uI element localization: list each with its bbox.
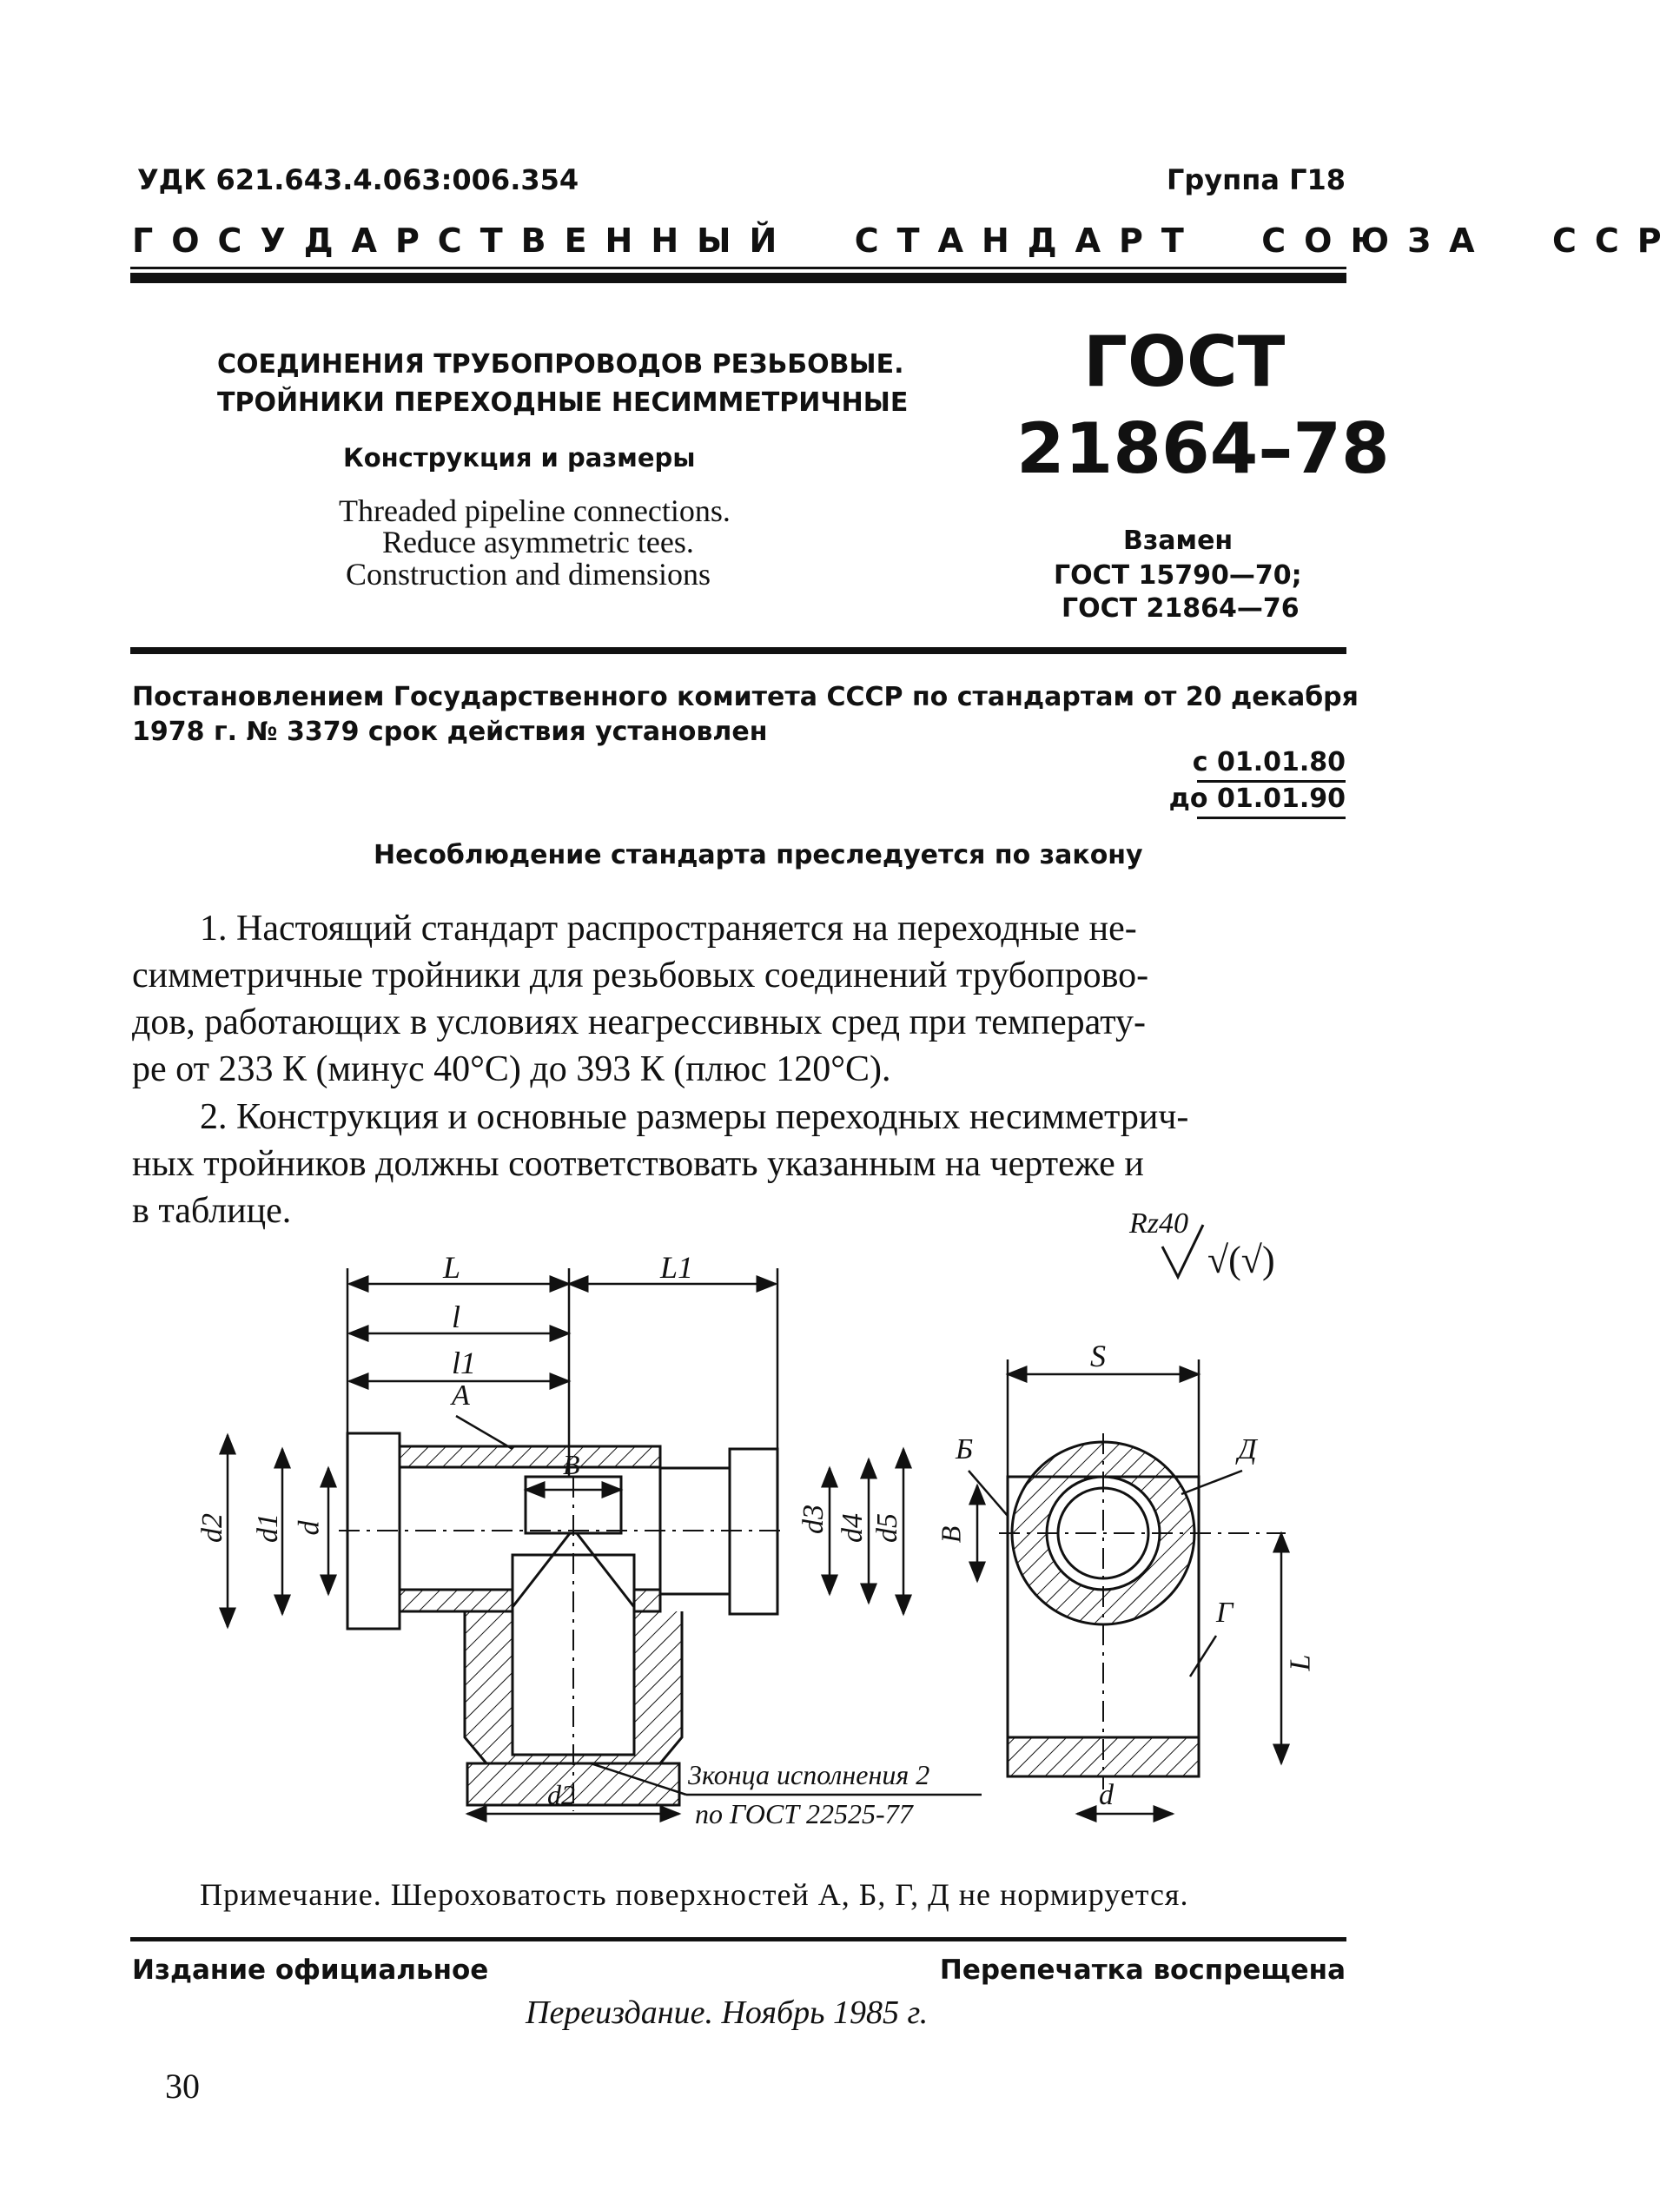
label-L-side: L (1284, 1654, 1317, 1671)
title-en-line1: Threaded pipeline connections. (339, 493, 731, 528)
group-code: Группа Г18 (1166, 163, 1346, 196)
label-B-side: В (935, 1525, 967, 1544)
leader-Д (1181, 1471, 1242, 1494)
reissue-date: Переиздание. Ноябрь 1985 г. (526, 1994, 929, 2031)
validity-to: до 01.01.90 (1168, 784, 1346, 814)
run-wall-top (400, 1446, 660, 1467)
label-roughness: Rz40 (1129, 1207, 1188, 1240)
title-en-line3: Construction and dimensions (346, 557, 711, 592)
decree-line2: 1978 г. № 3379 срок действия установлен (132, 717, 768, 747)
gost-label: ГОСТ (1083, 321, 1286, 402)
paragraph-1-line4: ре от 233 К (минус 40°С) до 393 К (плюс 120°С). (132, 1049, 891, 1089)
label-d1: d1 (252, 1513, 284, 1543)
label-L: L (443, 1250, 461, 1285)
label-L1: L1 (660, 1250, 694, 1285)
gost-number: 21864–78 (1016, 408, 1390, 489)
paragraph-1-line1: 1. Настоящий стандарт распространяется на переходные не- (200, 909, 1137, 949)
label-d-side: d (1099, 1779, 1114, 1811)
label-d2: d2 (196, 1513, 228, 1543)
title-en-line2: Reduce asymmetric tees. (382, 525, 694, 559)
paragraph-1-line3: дов, работающих в условиях неагрессивных сред при температу- (132, 1002, 1146, 1042)
replaces-gost-2: ГОСТ 21864—76 (1062, 593, 1300, 624)
label-roughness-symbol: √(√) (1207, 1239, 1275, 1281)
label-S: S (1090, 1339, 1106, 1373)
title-ru-line1: СОЕДИНЕНИЯ ТРУБОПРОВОДОВ РЕЗЬБОВЫЕ. (217, 349, 904, 380)
reprint-prohibited: Перепечатка воспрещена (939, 1955, 1346, 1986)
label-Г: Г (1216, 1597, 1234, 1629)
label-note-line2: по ГОСТ 22525-77 (695, 1798, 913, 1829)
label-d4: d4 (837, 1513, 869, 1543)
label-d: d (293, 1520, 326, 1536)
law-notice: Несоблюдение стандарта преследуется по закону (374, 840, 1143, 870)
replaces-label: Взамен (1123, 526, 1234, 556)
label-l: l (452, 1300, 461, 1334)
label-A: А (452, 1379, 470, 1412)
udk-code: УДК 621.643.4.063:006.354 (137, 163, 579, 196)
replaces-gost-1: ГОСТ 15790—70; (1054, 560, 1302, 591)
label-l1: l1 (452, 1346, 477, 1380)
title-ru-subtitle: Конструкция и размеры (343, 443, 696, 473)
standard-banner: ГОСУДАРСТВЕННЫЙ СТАНДАРТ СОЮЗА ССР (132, 222, 1680, 260)
paragraph-2-line3: в таблице. (132, 1191, 292, 1231)
leader-A (456, 1416, 513, 1449)
label-B: В (563, 1449, 580, 1480)
footer-rule (130, 1937, 1346, 1941)
decree-line1: Постановлением Государственного комитета СССР по стандартам от 20 декабря (132, 682, 1359, 712)
label-d3: d3 (797, 1505, 830, 1534)
title-ru-line2: ТРОЙНИКИ ПЕРЕХОДНЫЕ НЕСИММЕТРИЧНЫЕ (217, 387, 909, 418)
surface-note: Примечание. Шероховатость поверхностей А, Б, Г, Д не нормируется. (200, 1877, 1189, 1912)
paragraph-2-line1: 2. Конструкция и основные размеры переходных несимметрич- (200, 1097, 1189, 1137)
leader-Г (1190, 1636, 1216, 1677)
official-edition: Издание официальное (132, 1955, 489, 1986)
paragraph-2-line2: ных тройников должны соответствовать указанным на чертеже и (132, 1144, 1144, 1184)
validity-from: с 01.01.80 (1192, 747, 1346, 777)
paragraph-1-line2: симметричные тройники для резьбовых соединений трубопрово- (132, 956, 1149, 995)
page-number: 30 (165, 2067, 200, 2106)
label-note-line1: 3конца исполнения 2 (688, 1759, 930, 1790)
label-dz: d2 (547, 1779, 575, 1810)
leader-Б (969, 1471, 1008, 1516)
label-Б: Б (956, 1433, 974, 1465)
label-Д: Д (1238, 1433, 1257, 1465)
label-d5: d5 (871, 1513, 903, 1543)
